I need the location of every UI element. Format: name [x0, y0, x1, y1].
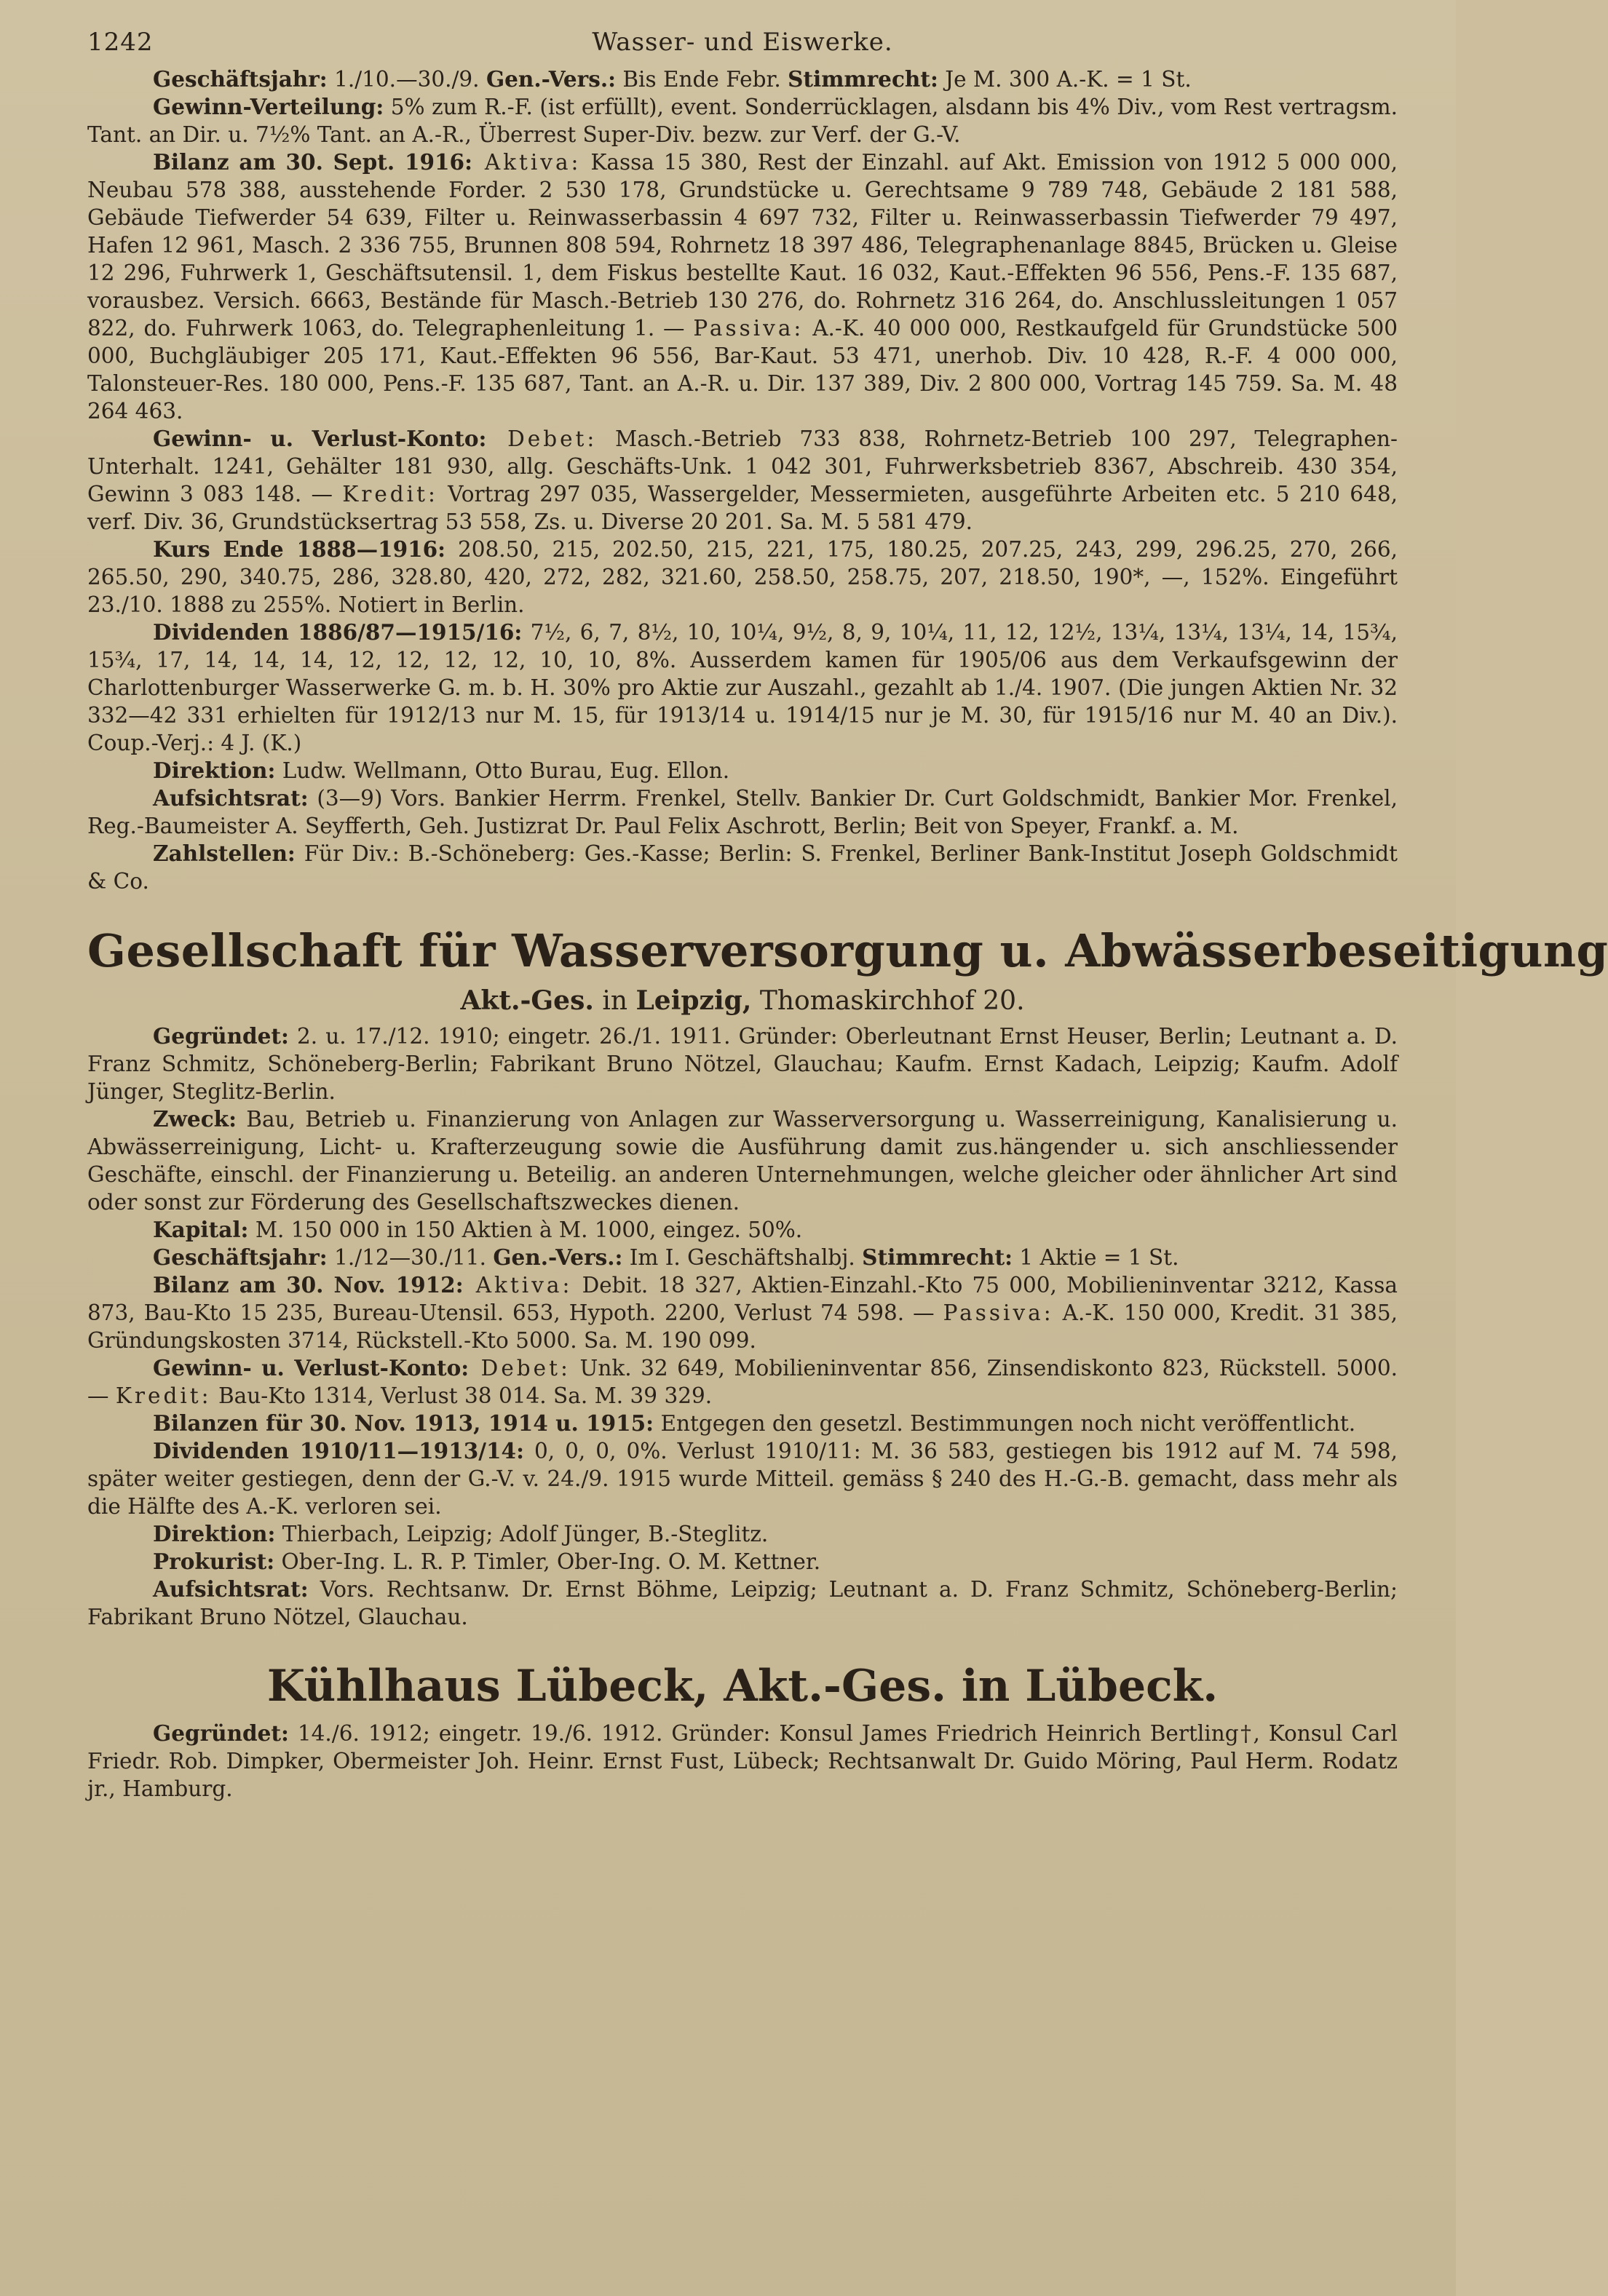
- prokurist-paragraph: [87, 1548, 1398, 1576]
- label: Gegründet:: [153, 1720, 289, 1746]
- label: Geschäftsjahr:: [153, 66, 328, 92]
- entry-kuehlhaus-luebeck: [87, 1660, 1398, 1803]
- text: Im I. Geschäftshalbj.: [622, 1245, 863, 1270]
- text: Vortrag 297 035, Wassergelder, Messermieten, ausgeführte Arbeiten etc. 5 210 648, verf. Div. 36, Grundstücksertrag 53 558, Zs. u. Diverse 20 201. Sa. M. 5 581 479.: [87, 482, 1398, 534]
- text: A.-K. 40 000 000, Restkaufgeld für Grundstücke 500 000, Buchgläubiger 205 171, Kaut.-Effekten 96 556, Bar-Kaut. 53 471, unerhob. Div. 10 428, R.-F. 4 000 000, Talonsteuer-Res. 180 000, Pens.-F. 135 687, Tant. an A.-R. u. Dir. 137 389, Div. 2 800 000, Vortrag 145 759. Sa. M. 48 264 463.: [87, 316, 1398, 424]
- direktion-paragraph: [87, 757, 1398, 784]
- text: Unk. 32 649, Mobilieninventar 856, Zinsendiskonto 823, Rückstell. 5000. —: [87, 1356, 1398, 1408]
- label: Stimmrecht:: [788, 66, 938, 92]
- label: Stimmrecht:: [862, 1244, 1013, 1270]
- gegruendet-paragraph: [87, 1022, 1398, 1105]
- kurs-paragraph: [87, 536, 1398, 619]
- label: Gewinn- u. Verlust-Konto:: [153, 1355, 470, 1381]
- text: Für Div.: B.-Schöneberg: Ges.-Kasse; Berlin: S. Frenkel, Berliner Bank-Institut Joseph Goldschmidt & Co.: [87, 841, 1398, 894]
- text: 208.50, 215, 202.50, 215, 221, 175, 180.25, 207.25, 243, 299, 296.25, 270, 266, 265.50, 290, 340.75, 286, 328.80, 420, 272, 282, 321.60, 258.50, 258.75, 207, 218.50, 190*, —, 152%. Eingeführt 23./10. 1888 zu 255%. Notiert in Berlin.: [87, 537, 1398, 617]
- entry-wasserversorgung: [87, 924, 1608, 1631]
- guv-paragraph: [87, 425, 1398, 536]
- text: Bau, Betrieb u. Finanzierung von Anlagen zur Wasserversorgung u. Wasserreinigung, Kanalisierung u. Abwässerreinigung, Licht- u. Krafterzeugung sowie die Ausführung damit zus.hängender u. sich anschliessender Geschäfte, einschl. der Finanzierung u. Beteilig. an anderen Unternehmungen, welche gleicher oder ähnlicher Art sind oder sonst zur Förderung des Gesellschaftszweckes dienen.: [87, 1107, 1398, 1215]
- label: Dividenden 1910/11—1913/14:: [153, 1438, 524, 1463]
- dividenden-paragraph: [87, 619, 1398, 757]
- text: Debit. 18 327, Aktien-Einzahl.-Kto 75 000, Mobilieninventar 3212, Kassa 873, Bau-Kto 15 235, Bureau-Utensil. 653, Hypoth. 2200, Verlust 74 598. —: [87, 1273, 1398, 1325]
- label: Aktiva:: [472, 150, 582, 175]
- label: Aktiva:: [463, 1273, 573, 1298]
- text: 14./6. 1912; eingetr. 19./6. 1912. Gründer: Konsul James Friedrich Heinrich Bertling†, Konsul Carl Friedr. Rob. Dimpker, Obermeister Joh. Heinr. Ernst Fust, Lübeck; Rechtsanwalt Dr. Guido Möring, Paul Herm. Rodatz jr., Hamburg.: [87, 1721, 1398, 1801]
- label: Direktion:: [153, 1521, 276, 1546]
- text: 1./10.—30./9.: [327, 67, 486, 92]
- text: A.-K. 150 000, Kredit. 31 385, Gründungskosten 3714, Rückstell.-Kto 5000. Sa. M. 190 099.: [87, 1300, 1398, 1353]
- text: Thierbach, Leipzig; Adolf Jünger, B.-Steglitz.: [275, 1522, 769, 1546]
- label: Aufsichtsrat:: [153, 785, 309, 811]
- label: Passiva:: [693, 316, 804, 341]
- label: Gen.-Vers.:: [493, 1244, 623, 1270]
- bilanzen-paragraph: [87, 1410, 1398, 1437]
- geschaeftsjahr-paragraph: [87, 1244, 1398, 1271]
- gewinnverteilung-paragraph: [87, 93, 1398, 148]
- city: Leipzig,: [635, 985, 752, 1016]
- label: Kredit:: [115, 1383, 212, 1408]
- text: Masch.-Betrieb 733 838, Rohrnetz-Betrieb 100 297, Telegraphen-Unterhalt. 1241, Gehälter 181 930, allg. Geschäfts-Unk. 1 042 301, Fuhrwerksbetrieb 8367, Abschreib. 430 354, Gewinn 3 083 148. —: [87, 426, 1398, 507]
- label: Zahlstellen:: [153, 841, 296, 866]
- text: 5% zum R.-F. (ist erfüllt), event. Sonderrücklagen, alsdann bis 4% Div., vom Rest vertragsm. Tant. an Dir. u. 7½% Tant. an A.-R., Überrest Super-Div. bezw. zur Verf. der G.-V.: [87, 95, 1398, 147]
- dividenden-paragraph: [87, 1437, 1398, 1520]
- kapital-paragraph: [87, 1216, 1398, 1244]
- guv-paragraph: [87, 1354, 1398, 1410]
- text: 0, 0, 0, 0%. Verlust 1910/11: M. 36 583, gestiegen bis 1912 auf M. 74 598, später weiter gestiegen, denn der G.-V. v. 24./9. 1915 wurde Mitteil. gemäss § 240 des H.-G.-B. gemacht, dass mehr als die Hälfte des A.-K. verloren sei.: [87, 1439, 1398, 1519]
- text: Ober-Ing. L. R. P. Timler, Ober-Ing. O. M. Kettner.: [274, 1549, 821, 1574]
- label: Geschäftsjahr:: [153, 1244, 328, 1270]
- label: Direktion:: [153, 758, 276, 783]
- bilanz-paragraph: [87, 1271, 1398, 1354]
- label: Gewinn-Verteilung:: [153, 94, 384, 119]
- zahlstellen-paragraph: [87, 840, 1398, 895]
- label: Gewinn- u. Verlust-Konto:: [153, 426, 487, 451]
- text: M. 150 000 in 150 Aktien à M. 1000, eingez. 50%.: [248, 1217, 803, 1242]
- label: Kurs Ende 1888—1916:: [153, 536, 446, 562]
- address: Thomaskirchhof 20.: [751, 986, 1025, 1016]
- label: Bilanzen für 30. Nov. 1913, 1914 u. 1915:: [153, 1410, 654, 1436]
- aufsichtsrat-paragraph: [87, 1576, 1398, 1631]
- text: 1 Aktie = 1 St.: [1012, 1245, 1179, 1270]
- company-subtitle: [87, 984, 1398, 1018]
- label: Prokurist:: [153, 1549, 275, 1574]
- bilanz-paragraph: [87, 148, 1398, 425]
- text: 7½, 6, 7, 8½, 10, 10¼, 9½, 8, 9, 10¼, 11, 12, 12½, 13¼, 13¼, 13¼, 14, 15¾, 15¾, 17, 14, 14, 14, 12, 12, 12, 12, 10, 10, 8%. Ausserdem kamen für 1905/06 aus dem Verkaufsgewinn der Charlottenburger Wasserwerke G. m. b. H. 30% pro Aktie zur Auszahl., gezahlt ab 1./4. 1907. (Die jungen Aktien Nr. 32 332—42 331 erhielten für 1912/13 nur M. 15, für 1913/14 u. 1914/15 nur je M. 30, für 1915/16 nur M. 40 an Div.). Coup.-Verj.: 4 J. (K.): [87, 620, 1398, 755]
- running-head: Wasser- und Eiswerke.: [592, 28, 893, 57]
- entry-continuation: [87, 65, 1398, 895]
- text: Je M. 300 A.-K. = 1 St.: [938, 67, 1192, 92]
- text: Vors. Rechtsanw. Dr. Ernst Böhme, Leipzig; Leutnant a. D. Franz Schmitz, Schöneberg-Berlin; Fabrikant Bruno Nötzel, Glauchau.: [87, 1577, 1398, 1629]
- label: Debet:: [486, 426, 598, 451]
- label: Bilanz am 30. Sept. 1916:: [153, 149, 472, 175]
- geschaeftsjahr-paragraph: [87, 65, 1398, 93]
- zweck-paragraph: [87, 1105, 1398, 1216]
- company-title: Gesellschaft für Wasserversorgung u. Abwässerbeseitigung: [87, 924, 1608, 977]
- legal-form: Akt.-Ges.: [460, 985, 594, 1016]
- gegruendet-paragraph: [87, 1720, 1398, 1803]
- label: Kapital:: [153, 1217, 249, 1242]
- label: Debet:: [469, 1356, 571, 1381]
- text: Bau-Kto 1314, Verlust 38 014. Sa. M. 39 329.: [211, 1383, 713, 1408]
- label: Aufsichtsrat:: [153, 1576, 309, 1602]
- direktion-paragraph: [87, 1520, 1398, 1548]
- label: Gen.-Vers.:: [486, 66, 616, 92]
- label: Gegründet:: [153, 1023, 289, 1049]
- label: Zweck:: [153, 1106, 237, 1132]
- label: Bilanz am 30. Nov. 1912:: [153, 1272, 464, 1298]
- text: 1./12—30./11.: [327, 1245, 494, 1270]
- text: 2. u. 17./12. 1910; eingetr. 26./1. 1911. Gründer: Oberleutnant Ernst Heuser, Berlin; Leutnant a. D. Franz Schmitz, Schöneberg-Berlin; Fabrikant Bruno Nötzel, Glauchau; Kaufm. Ernst Kadach, Leipzig; Kaufm. Adolf Jünger, Steglitz-Berlin.: [87, 1024, 1398, 1104]
- text: Entgegen den gesetzl. Bestimmungen noch nicht veröffentlicht.: [654, 1411, 1356, 1436]
- text: Bis Ende Febr.: [616, 67, 788, 92]
- text: Ludw. Wellmann, Otto Burau, Eug. Ellon.: [275, 758, 730, 783]
- label: Kredit:: [342, 482, 438, 507]
- company-title: Kühlhaus Lübeck, Akt.-Ges. in Lübeck.: [266, 1661, 1219, 1712]
- text: Kassa 15 380, Rest der Einzahl. auf Akt. Emission von 1912 5 000 000, Neubau 578 388, ausstehende Forder. 2 530 178, Grundstücke u. Gerechtsame 9 789 748, Gebäude 2 181 588, Gebäude Tiefwerder 54 639, Filter u. Reinwasserbassin 4 697 732, Filter u. Reinwasserbassin Tiefwerder 79 497, Hafen 12 961, Masch. 2 336 755, Brunnen 808 594, Rohrnetz 18 397 486, Telegraphenanlage 8845, Brücken u. Gleise 12 296, Fuhrwerk 1, Geschäftsutensil. 1, dem Fiskus bestellte Kaut. 16 032, Kaut.-Effekten 96 556, Pens.-F. 135 687, vorausbez. Versich. 6663, Bestände für Masch.-Betrieb 130 276, do. Rohrnetz 316 264, do. Anschlussleitungen 1 057 822, do. Fuhrwerk 1063, do. Telegraphenleitung 1. —: [87, 150, 1398, 341]
- text: in: [593, 986, 636, 1016]
- page-header: [87, 15, 1398, 65]
- page-number: 1242: [87, 28, 154, 57]
- label: Dividenden 1886/87—1915/16:: [153, 619, 523, 645]
- text: (3—9) Vors. Bankier Herrm. Frenkel, Stellv. Bankier Dr. Curt Goldschmidt, Bankier Mor. Frenkel, Reg.-Baumeister A. Seyfferth, Geh. Justizrat Dr. Paul Felix Aschrott, Berlin; Beit von Speyer, Frankf. a. M.: [87, 786, 1398, 838]
- label: Passiva:: [943, 1300, 1054, 1325]
- aufsichtsrat-paragraph: [87, 784, 1398, 840]
